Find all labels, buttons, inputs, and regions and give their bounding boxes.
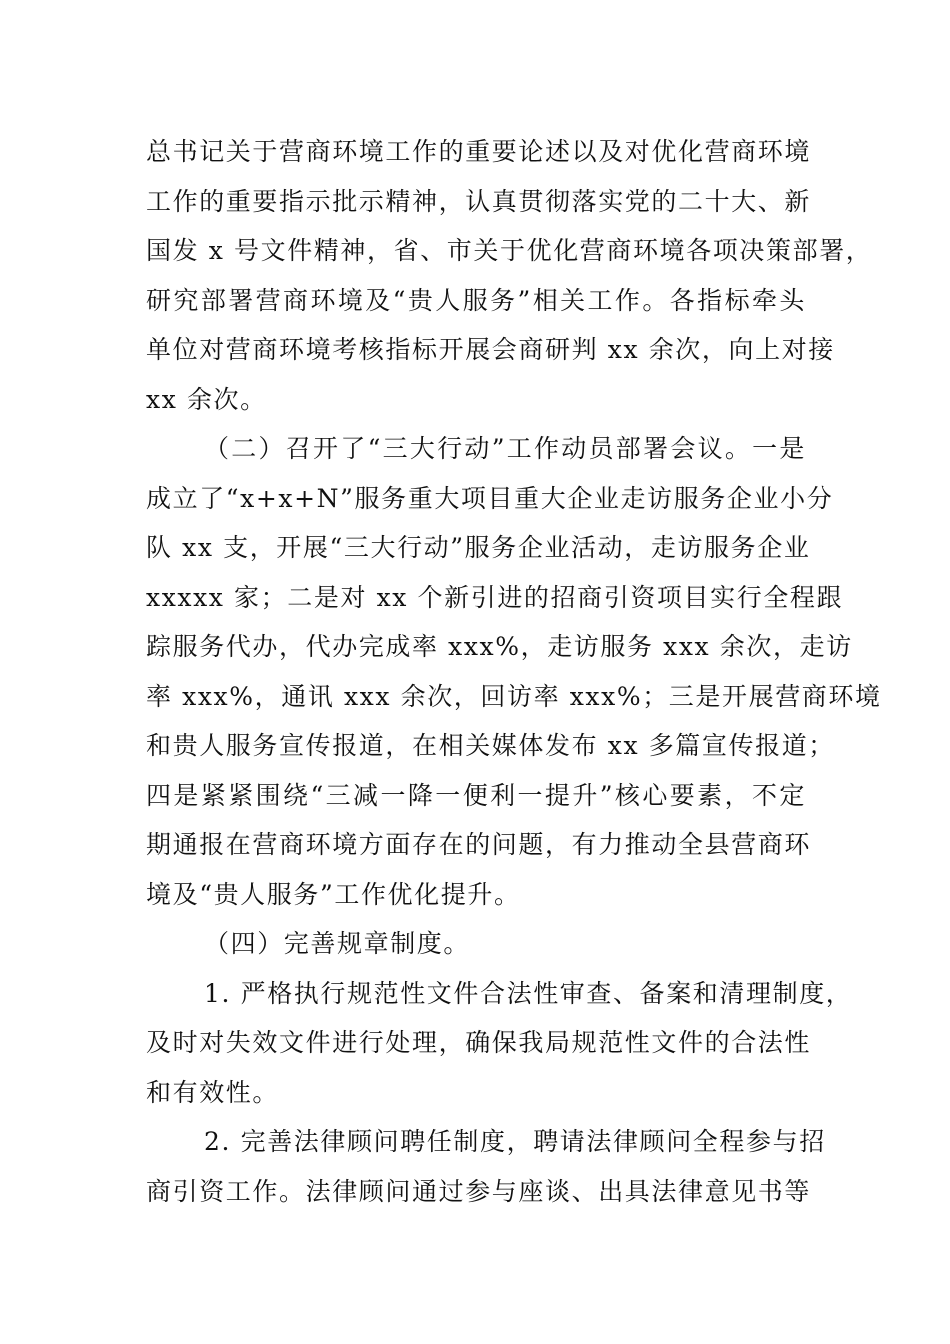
text-line: xxxxx 家；二是对 xx 个新引进的招商引资项目实行全程跟 xyxy=(146,582,844,612)
text-line: 成立了“x+x+N”服务重大项目重大企业走访服务企业小分 xyxy=(146,483,834,513)
text-line: 率 xxx%，通讯 xxx 余次，回访率 xxx%；三是开展营商环境 xyxy=(146,681,882,711)
text-line: （二）召开了“三大行动”工作动员部署会议。一是 xyxy=(204,434,806,463)
text-line: 和有效性。 xyxy=(146,1077,280,1107)
text-line: 踪服务代办，代办完成率 xxx%，走访服务 xxx 余次，走访 xyxy=(146,632,853,661)
text-line: （四）完善规章制度。 xyxy=(204,929,471,958)
document-body xyxy=(146,127,882,1216)
text-line: 及时对失效文件进行处理，确保我局规范性文件的合法性 xyxy=(146,1028,812,1057)
text-line: 工作的重要指示批示精神，认真贯彻落实党的二十大、新 xyxy=(146,186,812,216)
text-line: xx 余次。 xyxy=(146,384,267,414)
text-line: 2. 完善法律顾问聘任制度，聘请法律顾问全程参与招 xyxy=(204,1127,826,1156)
text-line: 四是紧紧围绕“三减一降一便利一提升”核心要素，不定 xyxy=(146,780,806,810)
text-line: 单位对营商环境考核指标开展会商研判 xx 余次，向上对接 xyxy=(146,335,835,364)
text-line: 商引资工作。法律顾问通过参与座谈、出具法律意见书等 xyxy=(146,1176,812,1206)
text-line: 和贵人服务宣传报道，在相关媒体发布 xx 多篇宣传报道； xyxy=(146,731,835,760)
text-line: 境及“贵人服务”工作优化提升。 xyxy=(146,879,521,909)
text-line: 研究部署营商环境及“贵人服务”相关工作。各指标牵头 xyxy=(146,285,806,315)
text-line: 1. 严格执行规范性文件合法性审查、备案和清理制度， xyxy=(204,978,853,1008)
text-line: 期通报在营商环境方面存在的问题，有力推动全县营商环 xyxy=(146,830,812,859)
text-line: 总书记关于营商环境工作的重要论述以及对优化营商环境 xyxy=(146,137,812,166)
text-line: 国发 x 号文件精神，省、市关于优化营商环境各项决策部署， xyxy=(146,236,873,265)
text-line: 队 xx 支，开展“三大行动”服务企业活动，走访服务企业 xyxy=(146,533,811,562)
